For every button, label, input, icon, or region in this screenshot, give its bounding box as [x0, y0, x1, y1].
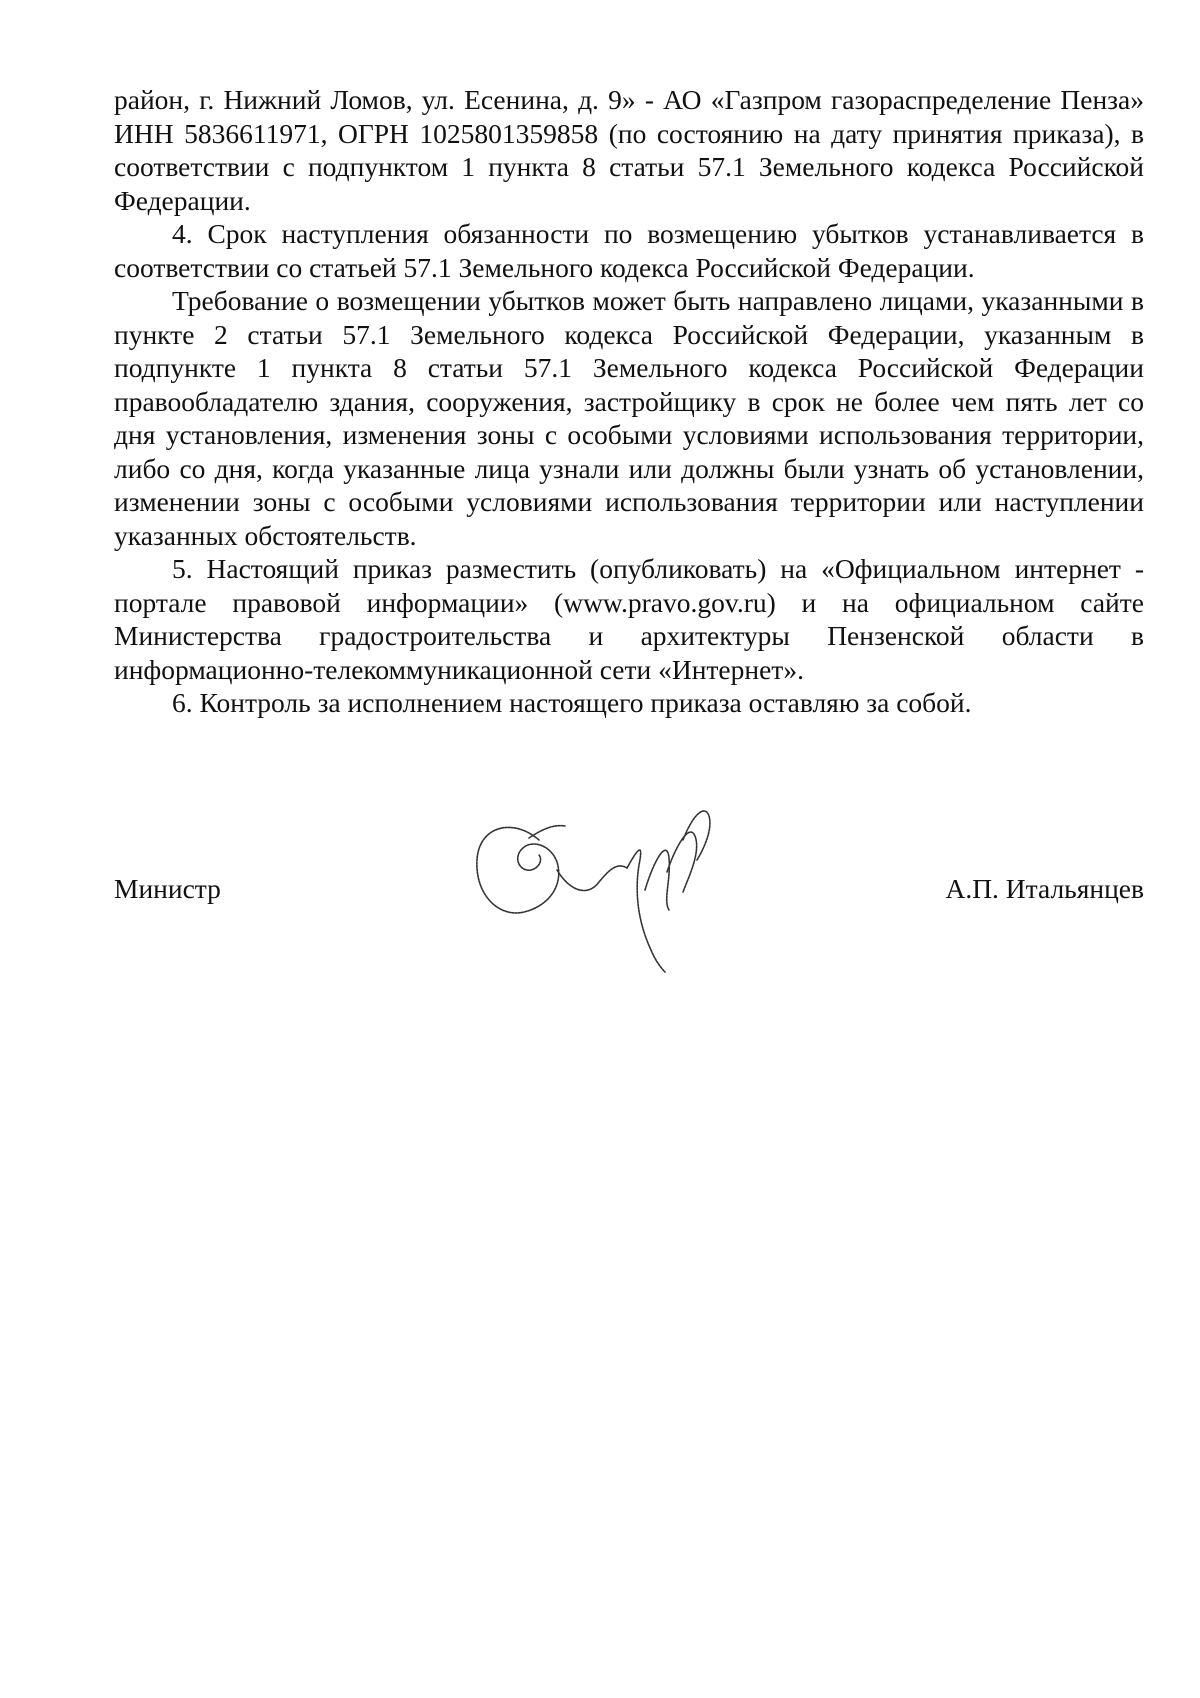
document-body — [114, 83, 1144, 720]
signer-position: Министр — [114, 873, 221, 904]
paragraph-item-6: 6. Контроль за исполнением настоящего приказа оставляю за собой. — [172, 687, 972, 718]
paragraph-damages-claim: Требование о возмещении убытков может быть направлено лицами, указанными в пункте 2 статьи 57.1 Земельного кодекса Российской Федерации, указанным в подпункте 1 пункта 8 статьи 57.1 Земельного кодекса Российской Федерации правообладателю здания, сооружения, застройщику в срок не более чем пять лет со дня установления, изменения зоны с особыми условиями использования территории, либо со дня, когда указанные лица узнали или должны были узнать об установлении, изменении зоны с особыми условиями использования территории или наступлении указанных обстоятельств. — [114, 285, 1144, 551]
signer-name: А.П. Итальянцев — [945, 873, 1144, 904]
signature-block — [114, 800, 1144, 980]
paragraph-continuation: район, г. Нижний Ломов, ул. Есенина, д. 9» - АО «Газпром газораспределение Пенза» ИНН 5836611971, ОГРН 1025801359858 (по состоянию на дату принятия приказа), в соответствии с подпунктом 1 пункта 8 статьи 57.1 Земельного кодекса Российской Федерации. — [114, 84, 1144, 216]
handwritten-signature — [469, 800, 729, 980]
paragraph-item-4: 4. Срок наступления обязанности по возмещению убытков устанавливается в соответствии со статьей 57.1 Земельного кодекса Российской Федерации. — [114, 218, 1144, 283]
paragraph-item-5: 5. Настоящий приказ разместить (опубликовать) на «Официальном интернет - портале правовой информации» (www.pravo.gov.ru) и на официальном сайте Министерства градостроительства и архитектуры Пензенской области в информационно-телекоммуникационной сети «Интернет». — [114, 553, 1144, 685]
